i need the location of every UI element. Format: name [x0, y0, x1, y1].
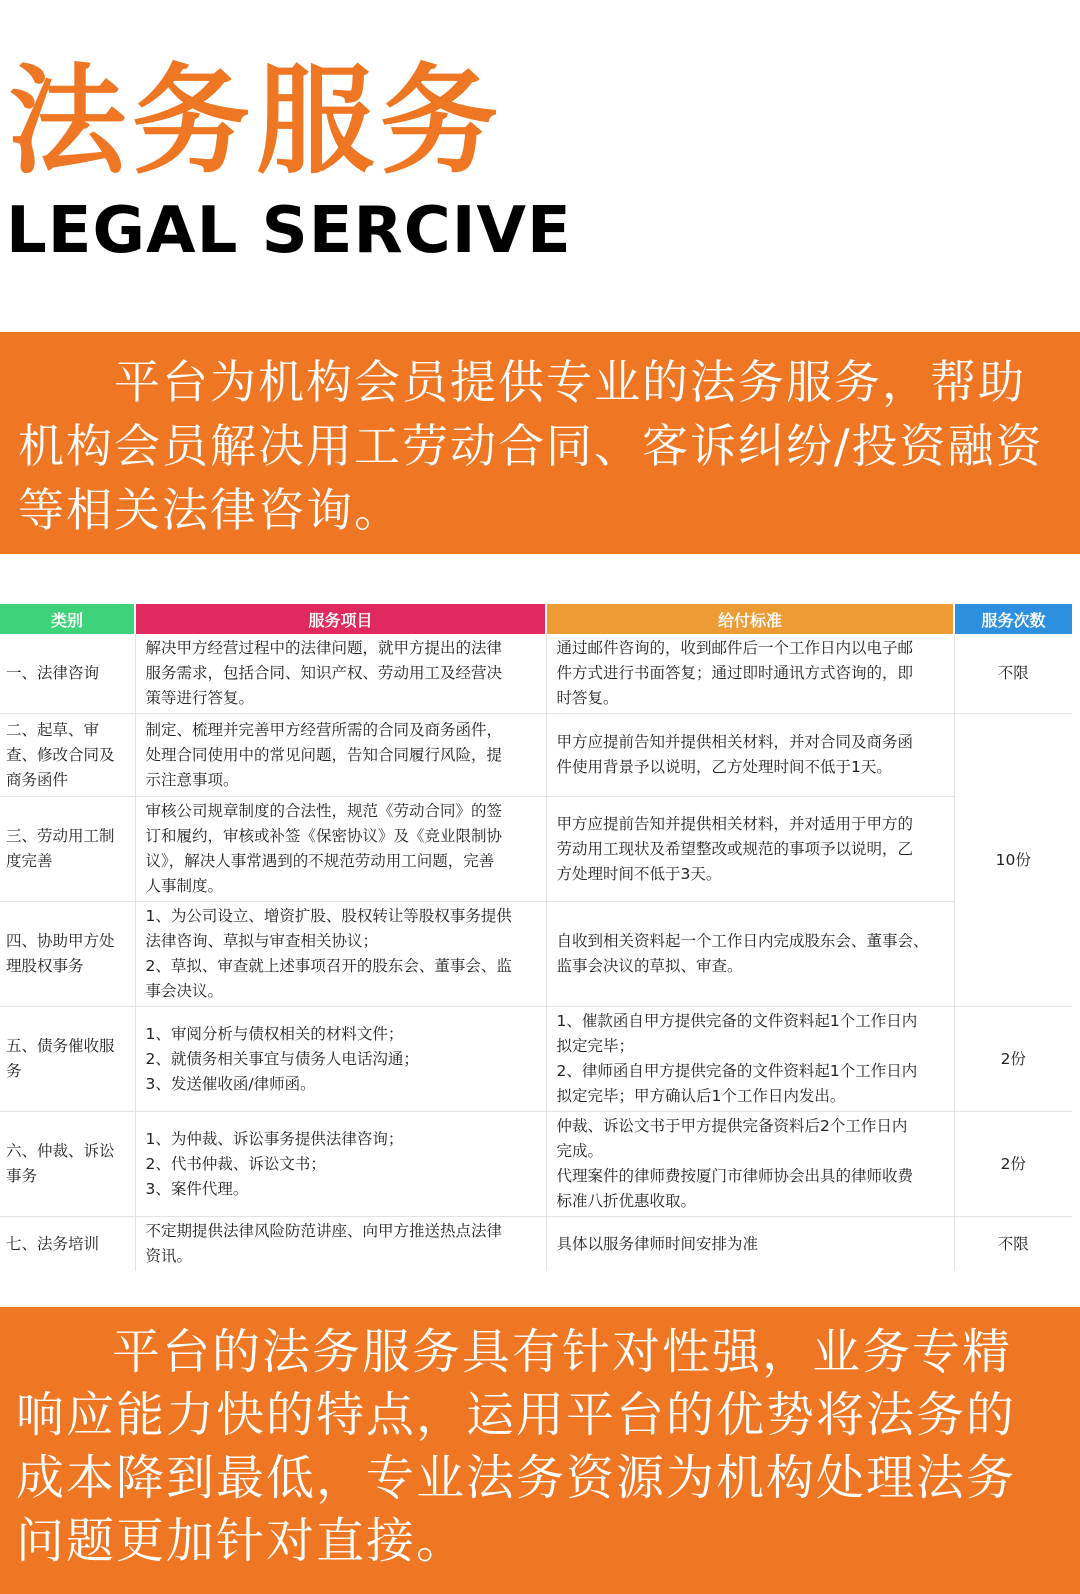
row-count: 不限	[954, 634, 1072, 714]
cell-line: 通过邮件咨询的，收到邮件后一个工作日内以电子邮	[556, 639, 914, 657]
cell-line: 处理合同使用中的常见问题，告知合同履行风险，提	[145, 745, 503, 764]
cell-line: 方处理时间不低于3天。	[556, 864, 722, 883]
outro-text: 平台的法务服务具有针对性强，业务专精响应能力快的特点，运用平台的优势将法务的成本降到最低，专业法务资源为机构处理法务问题更加针对直接。	[16, 1324, 1017, 1569]
cell-line: 拟定完毕；甲方确认后1个工作日内发出。	[556, 1087, 846, 1105]
cell-line: 件方式进行书面答复；通过即时通讯方式咨询的，即	[556, 664, 914, 682]
table-row	[0, 634, 1072, 714]
cell-line: 件使用背景予以说明，乙方处理时间不低于1天。	[556, 758, 892, 776]
cell-line: 劳动用工现状及希望整改或规范的事项予以说明，乙	[556, 839, 914, 858]
row-category: 七、法务培训	[0, 1217, 135, 1272]
row-count: 不限	[997, 1234, 1029, 1253]
cell-line: 1、为仲裁、诉讼事务提供法律咨询；	[145, 1129, 404, 1148]
row-service	[135, 714, 546, 797]
cell-line: 制定、梳理并完善甲方经营所需的合同及商务函件，	[145, 720, 503, 739]
cell-line: 不定期提供法律风险防范讲座、向甲方推送热点法律	[145, 1222, 503, 1240]
cell-line: 审核公司规章制度的合法性，规范《劳动合同》的签	[145, 802, 503, 820]
table-row	[0, 714, 1072, 797]
page-title: 法务服务	[8, 52, 505, 190]
cell-line: 代理案件的律师费按厦门市律师协会出具的律师收费	[556, 1167, 914, 1185]
cell-line: 具体以服务律师时间安排为准	[556, 1234, 759, 1253]
cell-line: 仲裁、诉讼文书于甲方提供完备资料后2个工作日内	[556, 1117, 908, 1135]
cell-line: 标准八折优惠收取。	[556, 1192, 697, 1210]
cell-line: 服务需求，包括合同、知识产权、劳动用工及经营决	[145, 664, 503, 682]
cell-line: 监事会决议的草拟、审查。	[556, 957, 743, 975]
cell-line: 事会决议。	[145, 982, 224, 1000]
row-payment	[546, 714, 954, 797]
cell-line: 资讯。	[145, 1247, 193, 1265]
cell-line: 策等进行答复。	[145, 689, 255, 707]
table-row	[0, 1112, 1072, 1217]
row-count: 2份	[954, 1007, 1072, 1112]
row-category: 三、劳动用工制度完善	[0, 797, 135, 902]
row-category: 一、法律咨询	[0, 634, 135, 714]
cell-line: 1、催款函自甲方提供完备的文件资料起1个工作日内	[556, 1012, 918, 1030]
table-row	[0, 797, 1072, 902]
row-category: 五、债务催收服务	[0, 1007, 135, 1112]
cell-line: 2、代书仲裁、诉讼文书；	[145, 1154, 326, 1173]
cell-line: 自收到相关资料起一个工作日内完成股东会、董事会、	[556, 932, 929, 950]
cell-line: 完成。	[556, 1142, 604, 1160]
row-count: 2份	[954, 1112, 1072, 1217]
row-category: 二、起草、审查、修改合同及商务函件	[0, 714, 135, 797]
cell-line: 2、就债务相关事宜与债务人电话沟通；	[145, 1049, 419, 1068]
service-table-container	[0, 604, 1072, 1271]
row-payment	[546, 634, 954, 714]
row-payment	[546, 1112, 954, 1217]
table-row	[0, 1007, 1072, 1112]
row-service	[135, 634, 546, 714]
cell-line: 2、草拟、审查就上述事项召开的股东会、董事会、监	[145, 957, 512, 975]
cell-line: 解决甲方经营过程中的法律问题，就甲方提出的法律	[145, 639, 503, 657]
row-payment	[546, 797, 954, 902]
table-row	[0, 1217, 1072, 1272]
row-payment	[546, 1217, 954, 1272]
cell-line: 1、审阅分析与债权相关的材料文件；	[145, 1024, 404, 1043]
row-count: 10份	[954, 714, 1072, 1007]
cell-line: 法律咨询、草拟与审查相关协议；	[145, 932, 379, 950]
intro-banner	[0, 332, 1080, 554]
row-category: 六、仲裁、诉讼事务	[0, 1112, 135, 1217]
intro-text: 平台为机构会员提供专业的法务服务，帮助机构会员解决用工劳动合同、客诉纠纷/投资融资等相关法律咨询。	[18, 355, 1044, 537]
cell-line: 拟定完毕；	[556, 1037, 635, 1055]
cell-line: 订和履约，审核或补签《保密协议》及《竞业限制协	[145, 827, 503, 845]
cell-line: 甲方应提前告知并提供相关材料，并对适用于甲方的	[556, 814, 914, 833]
cell-line: 3、案件代理。	[145, 1179, 249, 1198]
table-header-row	[0, 604, 1072, 634]
row-category: 四、协助甲方处理股权事务	[0, 902, 135, 1007]
row-service	[135, 902, 546, 1007]
cell-line: 甲方应提前告知并提供相关材料，并对合同及商务函	[556, 733, 914, 751]
cell-line: 示注意事项。	[145, 770, 239, 789]
outro-banner	[0, 1307, 1080, 1594]
cell-line: 时答复。	[556, 689, 619, 707]
cell-line: 1、为公司设立、增资扩股、股权转让等股权事务提供	[145, 907, 512, 925]
table-row	[0, 902, 1072, 1007]
row-service	[135, 1217, 546, 1272]
cell-line: 3、发送催收函/律师函。	[145, 1074, 316, 1093]
cell-line: 人事制度。	[145, 877, 224, 895]
page-subtitle: LEGAL SERCIVE	[6, 194, 572, 268]
cell-line: 2、律师函自甲方提供完备的文件资料起1个工作日内	[556, 1062, 918, 1080]
row-payment	[546, 902, 954, 1007]
row-service	[135, 1007, 546, 1112]
header-payment: 给付标准	[546, 604, 954, 634]
row-service	[135, 1112, 546, 1217]
header-count: 服务次数	[954, 604, 1072, 634]
service-table	[0, 604, 1072, 1271]
header-service: 服务项目	[135, 604, 546, 634]
header-category: 类别	[0, 604, 135, 634]
cell-line: 议》，解决人事常遇到的不规范劳动用工问题，完善	[145, 852, 495, 870]
row-payment	[546, 1007, 954, 1112]
row-service	[135, 797, 546, 902]
